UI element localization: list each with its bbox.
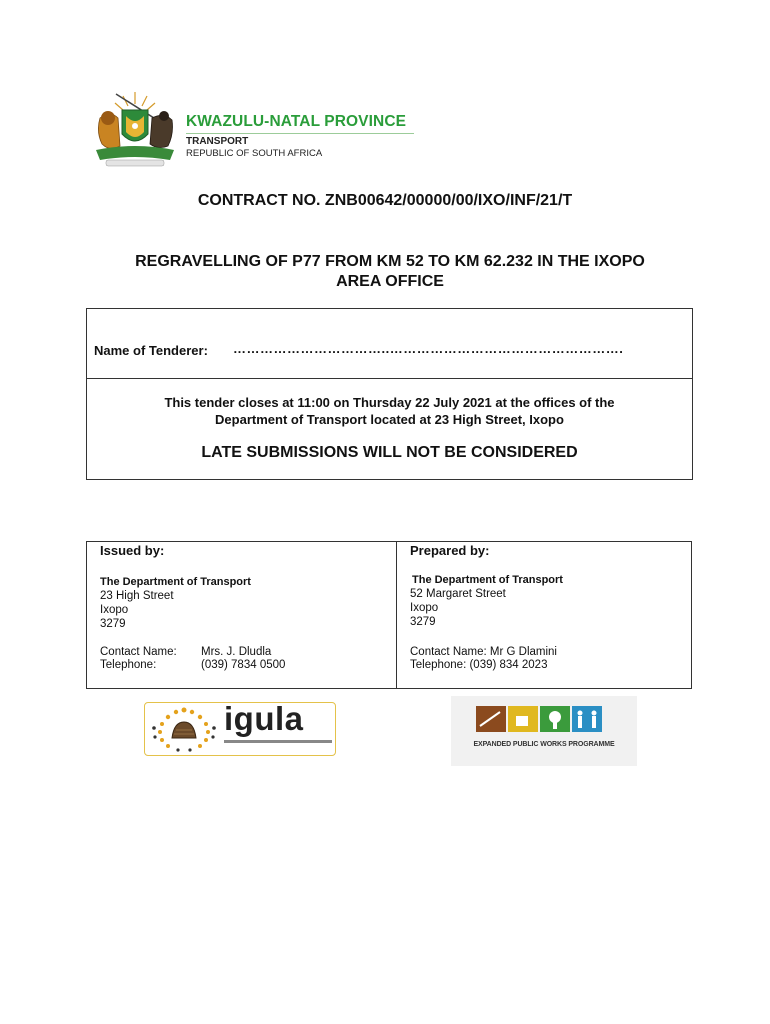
igula-tagline-graphic xyxy=(224,740,332,743)
project-title-line-2: AREA OFFICE xyxy=(336,273,444,290)
issued-by-address xyxy=(100,575,251,631)
prepared-by-address-line: 3279 xyxy=(410,616,436,628)
prepared-phone-line: Telephone: (039) 834 2023 xyxy=(410,659,548,671)
prepared-by-contact xyxy=(410,646,557,672)
closing-notice-line-2: Department of Transport located at 23 High Street, Ixopo xyxy=(215,412,564,427)
department-name: TRANSPORT xyxy=(186,136,249,147)
late-submissions-notice: LATE SUBMISSIONS WILL NOT BE CONSIDERED xyxy=(201,444,578,461)
issued-by-heading: Issued by: xyxy=(100,543,165,558)
issued-by-contact xyxy=(100,646,285,672)
prepared-by-organisation: The Department of Transport xyxy=(412,574,563,586)
prepared-by-address-line: 52 Margaret Street xyxy=(410,588,506,600)
issued-by-address-line: Ixopo xyxy=(100,604,129,616)
tenderer-name-label: Name of Tenderer: xyxy=(94,343,208,358)
province-name: KWAZULU-NATAL PROVINCE xyxy=(186,113,407,130)
epwp-icons xyxy=(476,706,604,732)
epwp-name: EXPANDED PUBLIC WORKS PROGRAMME xyxy=(473,741,615,748)
prepared-by-address xyxy=(410,573,563,629)
closing-notice xyxy=(86,394,693,428)
project-title xyxy=(90,252,690,292)
header-divider xyxy=(186,133,414,134)
tender-box-divider xyxy=(86,378,693,379)
contract-number: CONTRACT NO. ZNB00642/00000/00/IXO/INF/21/T xyxy=(197,192,573,209)
table-column-divider xyxy=(396,541,397,689)
issued-contact-value: Mrs. J. Dludla xyxy=(201,646,272,658)
igula-wordmark: igula xyxy=(224,700,304,737)
issued-by-address-line: 23 High Street xyxy=(100,590,174,602)
prepared-contact-line: Contact Name: Mr G Dlamini xyxy=(410,646,557,658)
prepared-by-heading: Prepared by: xyxy=(410,543,490,558)
igula-dots-icon xyxy=(148,704,220,754)
project-title-line-1: REGRAVELLING OF P77 FROM KM 52 TO KM 62.232 IN THE IXOPO xyxy=(135,253,645,270)
issued-phone-label: Telephone: xyxy=(100,659,157,671)
issued-by-organisation: The Department of Transport xyxy=(100,576,251,588)
closing-notice-line-1: This tender closes at 11:00 on Thursday 22 July 2021 at the offices of the xyxy=(164,395,615,410)
issued-by-address-line: 3279 xyxy=(100,618,126,630)
issued-contact-label: Contact Name: xyxy=(100,646,177,658)
tenderer-name-field[interactable]: ……………………………..……………………………………………. xyxy=(233,341,624,356)
kzn-coat-of-arms-icon xyxy=(92,88,178,170)
prepared-by-address-line: Ixopo xyxy=(410,602,439,614)
country-name: REPUBLIC OF SOUTH AFRICA xyxy=(186,148,323,159)
issued-phone-value: (039) 7834 0500 xyxy=(201,659,286,671)
